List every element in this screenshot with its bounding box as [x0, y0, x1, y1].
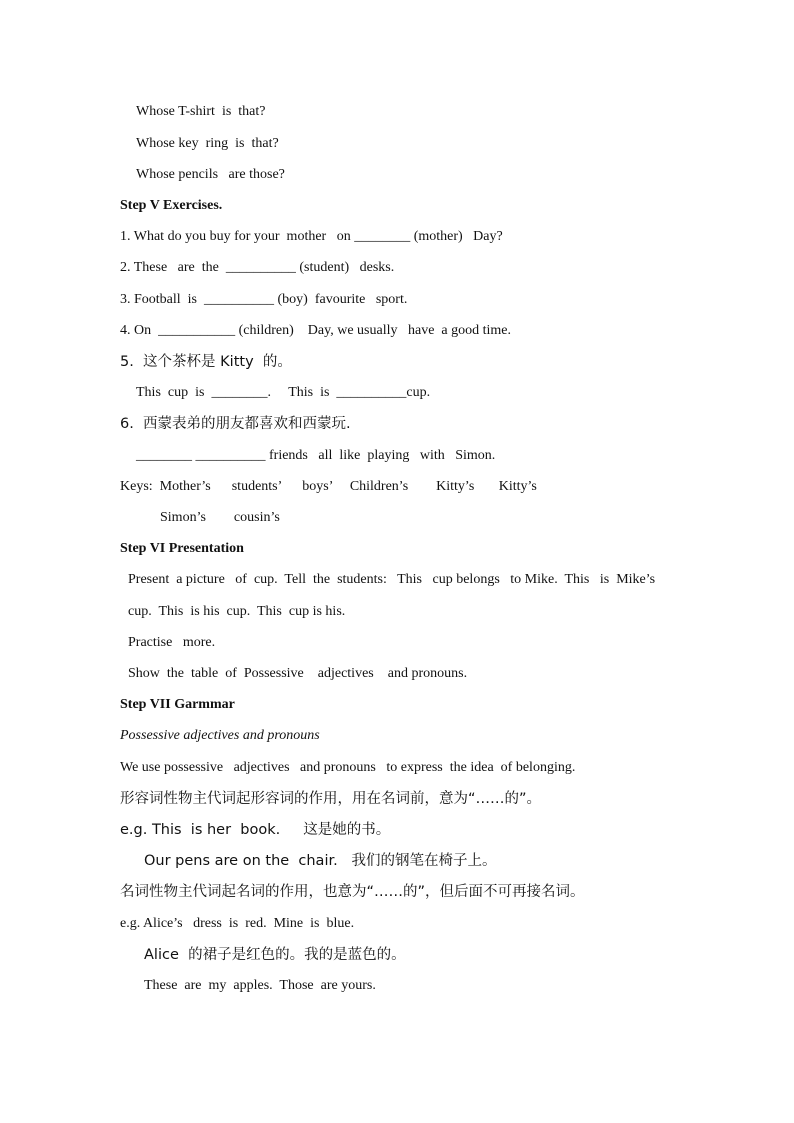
exercise-1: 1. What do you buy for your mother on ________ (mother) Day?: [120, 229, 503, 244]
exercise-4: 4. On ___________ (children) Day, we usually have a good time.: [120, 323, 512, 338]
exercise-6-answer: ________ __________ friends all like playing with Simon.: [136, 448, 496, 463]
step5-heading: Step V Exercises.: [120, 198, 223, 213]
example-1b: Our pens are on the chair. 我们的钢笔在椅子上。: [144, 853, 497, 869]
example-2c: These are my apples. Those are yours.: [144, 978, 376, 993]
exercise-5: 5. 这个茶杯是 Kitty 的。: [120, 354, 292, 370]
example-2b: Alice 的裙子是红色的。我的是蓝色的。: [144, 947, 406, 963]
presentation-text: Show the table of Possessive adjectives and pronouns.: [128, 666, 468, 681]
example-2: e.g. Alice’s dress is red. Mine is blue.: [120, 916, 355, 931]
exercise-5-answer: This cup is ________. This is __________cup.: [136, 385, 431, 400]
example-1: e.g. This is her book. 这是她的书。: [120, 822, 391, 838]
grammar-intro: We use possessive adjectives and pronouns to express the idea of belonging.: [120, 760, 576, 775]
grammar-rule-1: 形容词性物主代词起形容词的作用，用在名词前，意为“……的”。: [120, 791, 542, 807]
answer-keys-cont: Simon’s cousin’s: [160, 510, 280, 525]
step7-heading: Step VII Garmmar: [120, 697, 235, 712]
exercise-6: 6. 西蒙表弟的朋友都喜欢和西蒙玩.: [120, 416, 351, 432]
grammar-rule-2: 名词性物主代词起名词的作用，也意为“……的”，但后面不可再接名词。: [120, 884, 585, 900]
presentation-text: Present a picture of cup. Tell the students: This cup belongs to Mike. This is Mike’s: [128, 572, 656, 587]
question-line: Whose key ring is that?: [136, 136, 279, 151]
question-line: Whose pencils are those?: [136, 167, 285, 182]
presentation-text: Practise more.: [128, 635, 216, 650]
presentation-text: cup. This is his cup. This cup is his.: [128, 604, 346, 619]
question-line: Whose T-shirt is that?: [136, 104, 266, 119]
grammar-subtitle: Possessive adjectives and pronouns: [120, 728, 320, 743]
step6-heading: Step VI Presentation: [120, 541, 244, 556]
answer-keys: Keys: Mother’s students’ boys’ Children’s Kitty’s Kitty’s: [120, 479, 537, 494]
exercise-2: 2. These are the __________ (student) desks.: [120, 260, 395, 275]
exercise-3: 3. Football is __________ (boy) favourite sport.: [120, 292, 408, 307]
